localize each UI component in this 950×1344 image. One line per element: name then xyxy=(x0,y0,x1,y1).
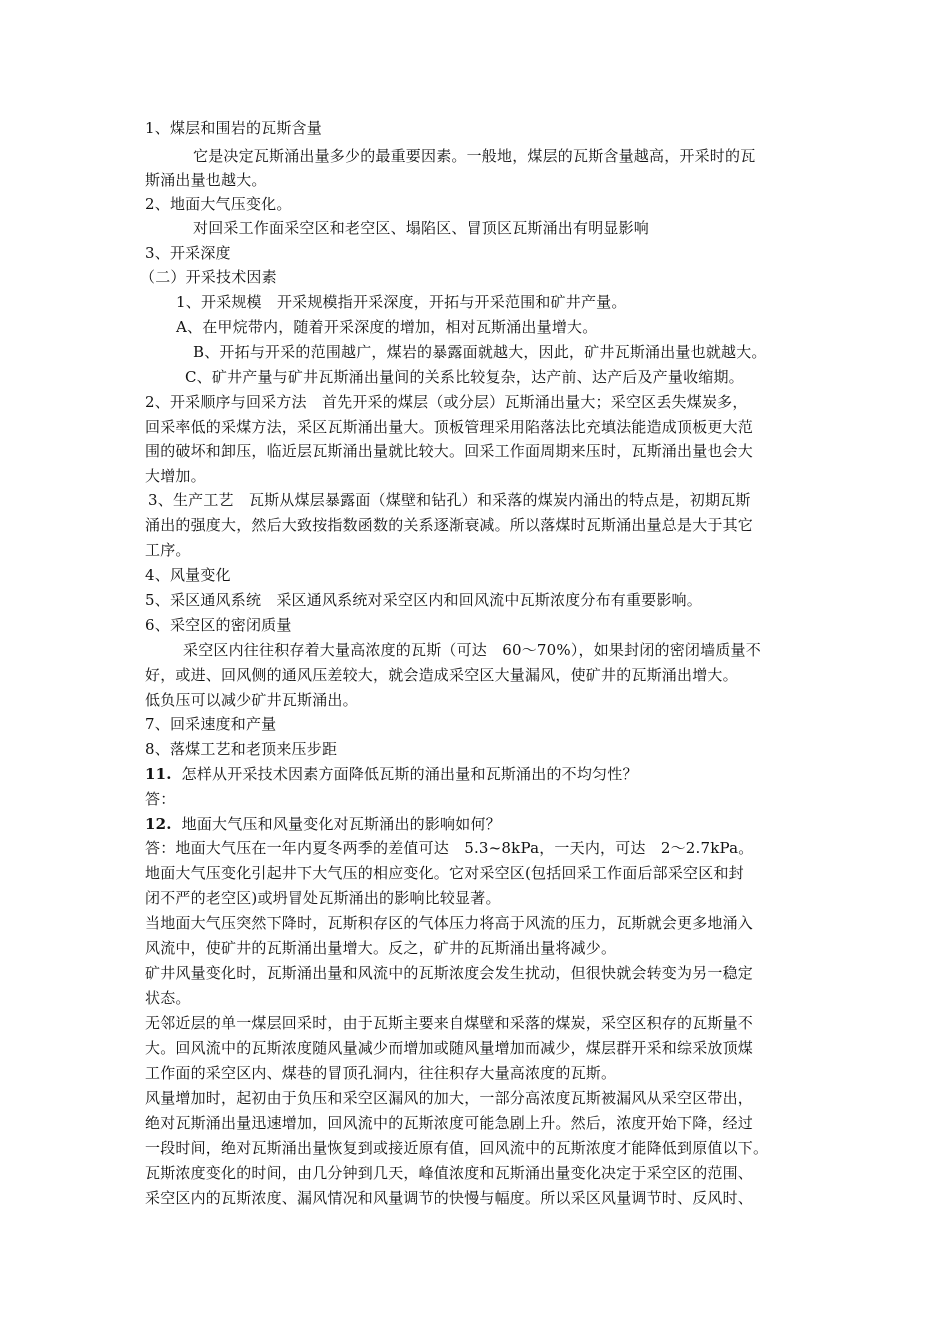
heading-pressure-change: 2、地面大气压变化。 xyxy=(145,195,292,213)
paragraph-line: 工序。 xyxy=(145,541,191,559)
question-12 xyxy=(145,814,501,834)
paragraph-line: 一段时间，绝对瓦斯涌出量恢复到或接近原有值，回风流中的瓦斯浓度才能降低到原值以下。 xyxy=(145,1139,769,1157)
paragraph-line: 矿井风量变化时，瓦斯涌出量和风流中的瓦斯浓度会发生扰动，但很快就会转变为另一稳定 xyxy=(145,964,754,982)
heading-mining-depth: 3、开采深度 xyxy=(145,244,231,262)
answer-label: 答： xyxy=(145,790,176,808)
paragraph-line: 工作面的采空区内、煤巷的冒顶孔洞内，往往积存大量高浓度的瓦斯。 xyxy=(145,1064,617,1082)
question-text: 怎样从开采技术因素方面降低瓦斯的涌出量和瓦斯涌出的不均匀性？ xyxy=(181,765,638,783)
question-11 xyxy=(145,764,638,784)
question-number: 12. xyxy=(145,815,172,833)
paragraph-line: 2、开采顺序与回采方法 首先开采的煤层（或分层）瓦斯涌出量大；采空区丢失煤炭多， xyxy=(145,393,748,411)
question-number: 11. xyxy=(145,765,172,783)
question-text: 地面大气压和风量变化对瓦斯涌出的影响如何？ xyxy=(181,815,501,833)
paragraph-line: 风量增加时，起初由于负压和采空区漏风的加大，一部分高浓度瓦斯被漏风从采空区带出， xyxy=(145,1089,754,1107)
heading-speed-output: 7、回采速度和产量 xyxy=(145,715,277,733)
paragraph-line: 采空区内的瓦斯浓度、漏风情况和风量调节的快慢与幅度。所以采区风量调节时、反风时、 xyxy=(145,1189,754,1207)
paragraph-line: 斯涌出量也越大。 xyxy=(145,171,267,189)
section-heading: （二）开采技术因素 xyxy=(140,268,277,286)
paragraph-line: 低负压可以减少矿井瓦斯涌出。 xyxy=(145,691,358,709)
paragraph-line: 闭不严的老空区)或坍冒处瓦斯涌出的影响比较显著。 xyxy=(145,889,501,907)
heading-gas-content: 1、煤层和围岩的瓦斯含量 xyxy=(145,119,322,137)
paragraph-line: 无邻近层的单一煤层回采时，由于瓦斯主要来自煤壁和采落的煤炭，采空区积存的瓦斯量不 xyxy=(145,1014,754,1032)
heading-seal-quality: 6、采空区的密闭质量 xyxy=(145,616,292,634)
paragraph-line: 涌出的强度大，然后大致按指数函数的关系逐渐衰减。所以落煤时瓦斯涌出量总是大于其它 xyxy=(145,516,754,534)
paragraph-line: B、开拓与开采的范围越广，煤岩的暴露面就越大，因此，矿井瓦斯涌出量也就越大。 xyxy=(193,343,767,361)
paragraph-line: 回采率低的采煤方法，采区瓦斯涌出量大。顶板管理采用陷落法比充填法能造成顶板更大范 xyxy=(145,418,754,436)
heading-coal-process: 8、落煤工艺和老顶来压步距 xyxy=(145,740,338,758)
paragraph-line: 采空区内往往积存着大量高浓度的瓦斯（可达 60～70%），如果封闭的密闭墙质量不 xyxy=(183,641,761,659)
paragraph-line: A、在甲烷带内，随着开采深度的增加，相对瓦斯涌出量增大。 xyxy=(176,318,598,336)
heading-air-volume: 4、风量变化 xyxy=(145,566,231,584)
paragraph-line: 大增加。 xyxy=(145,467,206,485)
paragraph-line: C、矿井产量与矿井瓦斯涌出量间的关系比较复杂，达产前、达产后及产量收缩期。 xyxy=(185,368,744,386)
paragraph-line: 瓦斯浓度变化的时间，由几分钟到几天，峰值浓度和瓦斯涌出量变化决定于采空区的范围、 xyxy=(145,1164,754,1182)
paragraph-line: 当地面大气压突然下降时，瓦斯积存区的气体压力将高于风流的压力，瓦斯就会更多地涌入 xyxy=(145,914,754,932)
paragraph-line: 它是决定瓦斯涌出量多少的最重要因素。一般地，煤层的瓦斯含量越高，开采时的瓦 xyxy=(193,147,756,165)
paragraph-line: 风流中，使矿井的瓦斯涌出量增大。反之，矿井的瓦斯涌出量将减少。 xyxy=(145,939,617,957)
paragraph-line: 围的破坏和卸压，临近层瓦斯涌出量就比较大。回采工作面周期来压时，瓦斯涌出量也会大 xyxy=(145,442,754,460)
paragraph-line: 5、采区通风系统 采区通风系统对采空区内和回风流中瓦斯浓度分布有重要影响。 xyxy=(145,591,702,609)
paragraph-line: 好，或进、回风侧的通风压差较大，就会造成采空区大量漏风，使矿井的瓦斯涌出增大。 xyxy=(145,666,738,684)
paragraph-line: 3、生产工艺 瓦斯从煤层暴露面（煤壁和钻孔）和采落的煤炭内涌出的特点是，初期瓦斯 xyxy=(148,491,751,509)
paragraph-line: 绝对瓦斯涌出量迅速增加，回风流中的瓦斯浓度可能急剧上升。然后，浓度开始下降，经过 xyxy=(145,1114,754,1132)
paragraph-line: 1、开采规模 开采规模指开采深度，开拓与开采范围和矿井产量。 xyxy=(176,293,627,311)
paragraph-line: 大。回风流中的瓦斯浓度随风量减少而增加或随风量增加而减少，煤层群开采和综采放顶煤 xyxy=(145,1039,754,1057)
paragraph-line: 对回采工作面采空区和老空区、塌陷区、冒顶区瓦斯涌出有明显影响 xyxy=(193,219,650,237)
paragraph-line: 地面大气压变化引起井下大气压的相应变化。它对采空区(包括回采工作面后部采空区和封 xyxy=(145,864,744,882)
paragraph-line: 状态。 xyxy=(145,989,191,1007)
paragraph-line: 答：地面大气压在一年内夏冬两季的差值可达 5.3~8kPa，一天内，可达 2～2.7kPa。 xyxy=(145,839,754,857)
